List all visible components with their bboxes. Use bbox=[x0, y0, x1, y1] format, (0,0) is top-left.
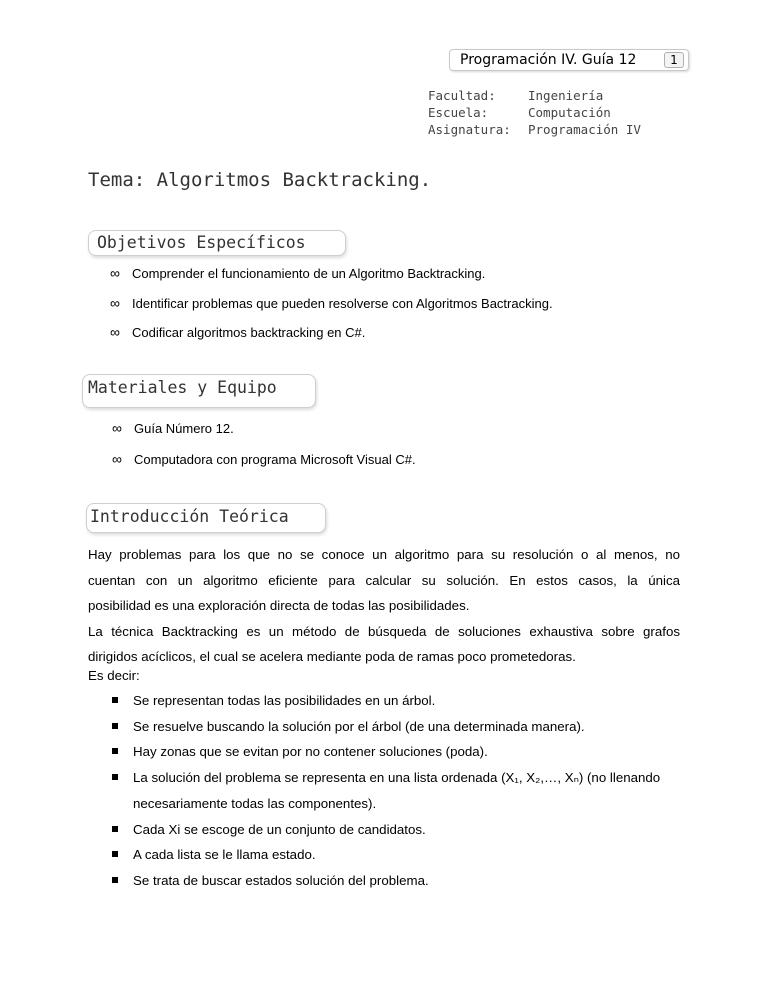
intro-paragraph-line: posibilidad es una exploración directa de todas las posibilidades. bbox=[88, 598, 470, 613]
square-bullet-icon bbox=[112, 723, 118, 729]
intro-paragraph-line: cuentan con un algoritmo eficiente para calcular su solución. En estos casos, la única bbox=[88, 573, 680, 588]
point-text: Cada Xi se escoge de un conjunto de candidatos. bbox=[133, 821, 426, 837]
faculty-row bbox=[428, 87, 641, 104]
list-item bbox=[112, 714, 660, 740]
school-value: Computación bbox=[528, 105, 611, 120]
infinity-bullet-icon: ∞ bbox=[112, 420, 122, 436]
list-item bbox=[112, 765, 660, 816]
course-info bbox=[428, 87, 641, 138]
list-item bbox=[112, 842, 660, 868]
topic-title: Tema: Algoritmos Backtracking. bbox=[88, 169, 432, 191]
material-text: Guía Número 12. bbox=[134, 421, 234, 436]
objectives-heading-box bbox=[88, 230, 346, 256]
square-bullet-icon bbox=[112, 697, 118, 703]
list-item bbox=[112, 739, 660, 765]
infinity-bullet-icon: ∞ bbox=[110, 294, 120, 311]
page-number: 1 bbox=[664, 52, 684, 68]
subject-label: Asignatura: bbox=[428, 122, 511, 137]
list-item bbox=[112, 688, 660, 714]
infinity-bullet-icon: ∞ bbox=[110, 265, 120, 281]
objective-text: Identificar problemas que pueden resolverse con Algoritmos Bactracking. bbox=[132, 295, 553, 311]
objective-text: Codificar algoritmos backtracking en C#. bbox=[132, 325, 366, 340]
intro-paragraph-line: La técnica Backtracking es un método de búsqueda de soluciones exhaustiva sobre grafos bbox=[88, 624, 680, 639]
objective-text: Comprender el funcionamiento de un Algoritmo Backtracking. bbox=[132, 266, 486, 281]
square-bullet-icon bbox=[112, 851, 118, 857]
subject-row bbox=[428, 121, 641, 138]
point-text: La solución del problema se representa en una lista ordenada (X₁, X₂,…, Xₙ) (no llenando bbox=[133, 770, 661, 786]
point-text: Hay zonas que se evitan por no contener soluciones (poda). bbox=[133, 744, 488, 760]
point-text: Se resuelve buscando la solución por el árbol (de una determinada manera). bbox=[133, 718, 585, 734]
intro-points-list bbox=[112, 688, 660, 894]
list-item bbox=[112, 817, 660, 843]
school-row bbox=[428, 104, 641, 121]
faculty-value: Ingeniería bbox=[528, 88, 604, 103]
intro-heading-box bbox=[86, 503, 326, 533]
intro-paragraph-line: dirigidos acíclicos, el cual se acelera mediante poda de ramas poco prometedoras. bbox=[88, 649, 576, 664]
point-text: Se trata de buscar estados solución del problema. bbox=[133, 872, 429, 888]
school-label: Escuela: bbox=[428, 105, 489, 120]
materials-heading-box bbox=[82, 374, 316, 408]
square-bullet-icon bbox=[112, 774, 118, 780]
intro-paragraph-line: Hay problemas para los que no se conoce un algoritmo para su resolución o al menos, no bbox=[88, 547, 680, 562]
header-title: Programación IV. Guía 12 bbox=[460, 52, 637, 68]
es-decir-label: Es decir: bbox=[88, 668, 140, 683]
point-text: A cada lista se le llama estado. bbox=[133, 847, 316, 863]
square-bullet-icon bbox=[112, 826, 118, 832]
objectives-heading: Objetivos Específicos bbox=[97, 233, 306, 252]
intro-heading: Introducción Teórica bbox=[90, 507, 289, 526]
square-bullet-icon bbox=[112, 748, 118, 754]
point-text: Se representan todas las posibilidades en un árbol. bbox=[133, 693, 436, 708]
page-header bbox=[449, 49, 689, 71]
subject-value: Programación IV bbox=[528, 122, 641, 137]
infinity-bullet-icon: ∞ bbox=[110, 324, 120, 340]
material-text: Computadora con programa Microsoft Visual C#. bbox=[134, 452, 416, 467]
point-text-continuation: necesariamente todas las componentes). bbox=[133, 795, 377, 811]
square-bullet-icon bbox=[112, 877, 118, 883]
infinity-bullet-icon: ∞ bbox=[112, 451, 122, 467]
list-item bbox=[112, 868, 660, 894]
faculty-label: Facultad: bbox=[428, 88, 496, 103]
materials-heading: Materiales y Equipo bbox=[88, 378, 277, 397]
